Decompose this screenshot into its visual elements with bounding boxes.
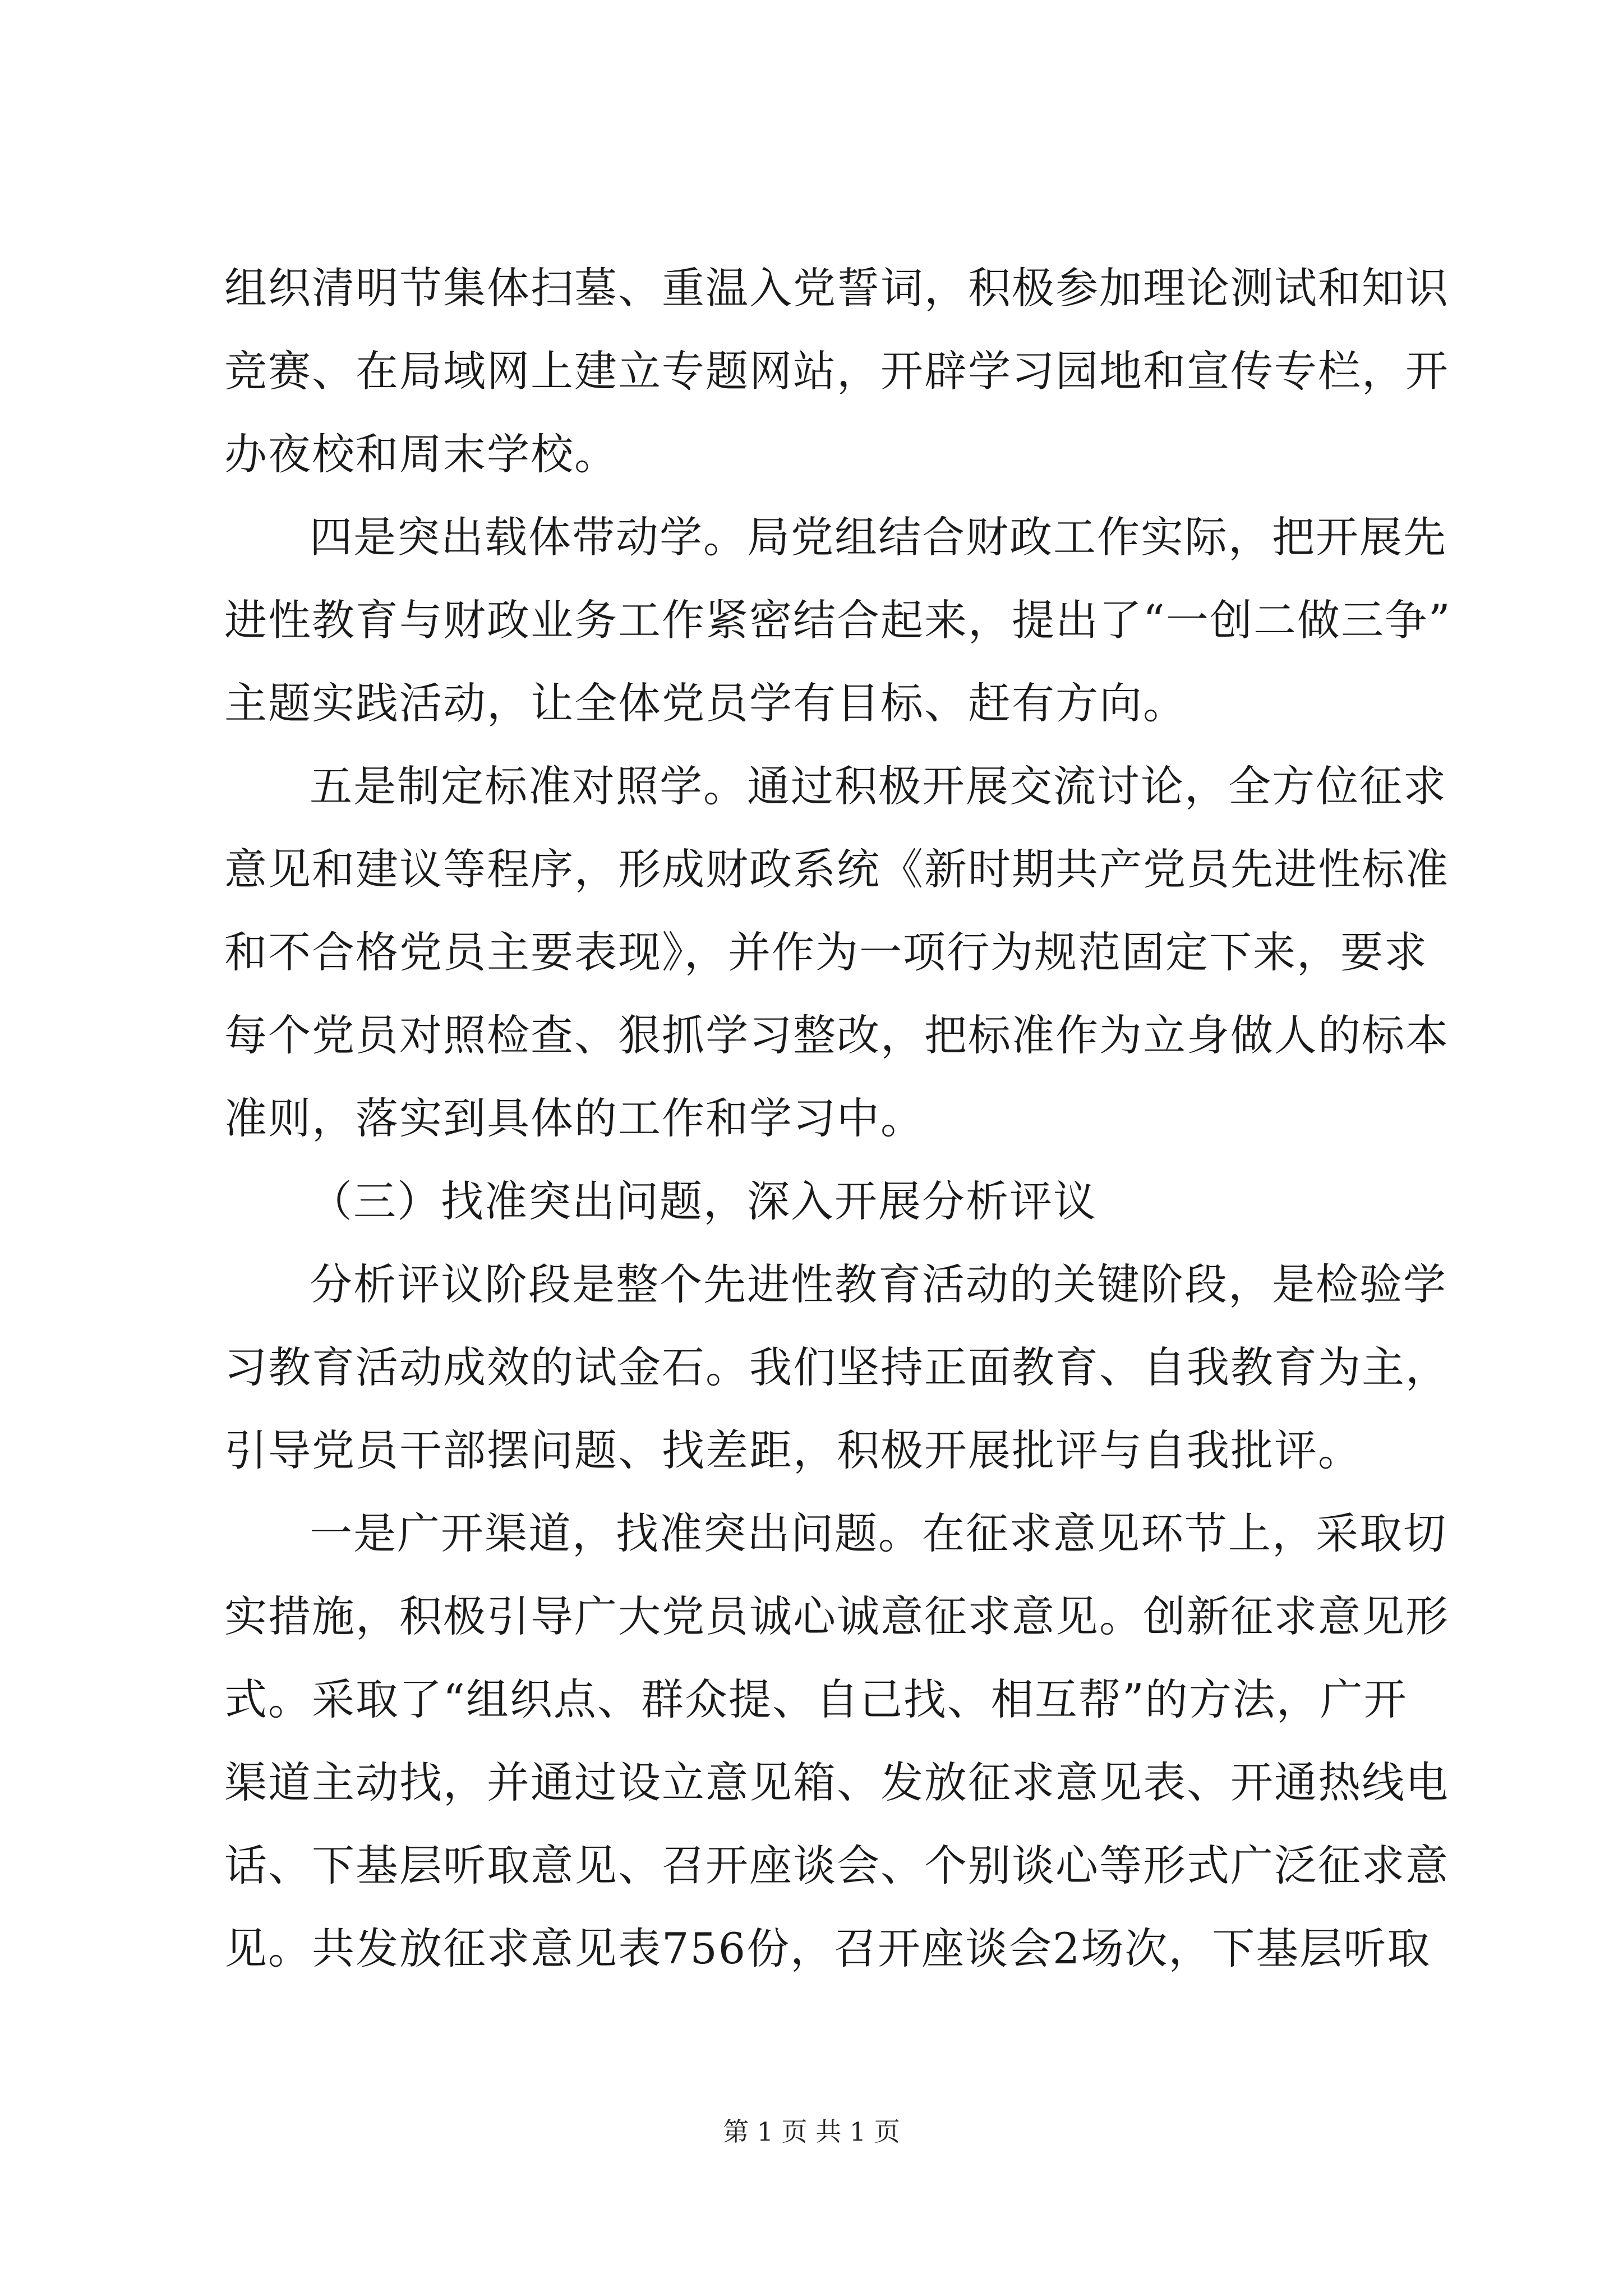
paragraph-line: 组织清明节集体扫墓、重温入党誓词，积极参加理论测试和知识 <box>224 263 1449 313</box>
paragraph-line: 式。采取了“组织点、群众提、自己找、相互帮”的方法，广开 <box>224 1674 1408 1724</box>
paragraph-line: 每个党员对照检查、狠抓学习整改，把标准作为立身做人的标本 <box>224 1010 1449 1060</box>
paragraph-line: 和不合格党员主要表现》，并作为一项行为规范固定下来，要求 <box>224 927 1428 977</box>
document-body <box>224 247 1451 1990</box>
paragraph-line: 话、下基层听取意见、召开座谈会、个别谈心等形式广泛征求意 <box>224 1841 1449 1890</box>
paragraph-line: 实措施，积极引导广大党员诚心诚意征求意见。创新征求意见形 <box>224 1591 1449 1641</box>
paragraph-line: 渠道主动找，并通过设立意见箱、发放征求意见表、开通热线电 <box>224 1757 1449 1807</box>
page-number: 第 1 页 共 1 页 <box>723 2116 900 2147</box>
paragraph-line: 五是制定标准对照学。通过积极开展交流讨论，全方位征求 <box>310 761 1447 811</box>
paragraph-line: 见。共发放征求意见表756份，召开座谈会2场次，下基层听取 <box>224 1924 1431 1973</box>
page-footer <box>0 2115 1623 2148</box>
paragraph-line: 四是突出载体带动学。局党组结合财政工作实际，把开展先 <box>310 512 1447 562</box>
paragraph-line: 进性教育与财政业务工作紧密结合起来，提出了“一创二做三争” <box>224 595 1451 645</box>
paragraph-line: 竞赛、在局域网上建立专题网站，开辟学习园地和宣传专栏，开 <box>224 346 1449 396</box>
paragraph-line: 习教育活动成效的试金石。我们坚持正面教育、自我教育为主， <box>224 1342 1449 1392</box>
section-heading: （三）找准突出问题，深入开展分析评议 <box>310 1176 1097 1226</box>
paragraph-line: 办夜校和周末学校。 <box>224 429 618 479</box>
paragraph-line: 一是广开渠道，找准突出问题。在征求意见环节上，采取切 <box>310 1508 1447 1558</box>
paragraph-line: 分析评议阶段是整个先进性教育活动的关键阶段，是检验学 <box>310 1259 1447 1309</box>
paragraph-line: 意见和建议等程序，形成财政系统《新时期共产党员先进性标准 <box>224 844 1449 894</box>
paragraph-line: 主题实践活动，让全体党员学有目标、赶有方向。 <box>224 678 1187 728</box>
paragraph-line: 准则，落实到具体的工作和学习中。 <box>224 1093 924 1143</box>
paragraph-line: 引导党员干部摆问题、找差距，积极开展批评与自我批评。 <box>224 1425 1362 1475</box>
